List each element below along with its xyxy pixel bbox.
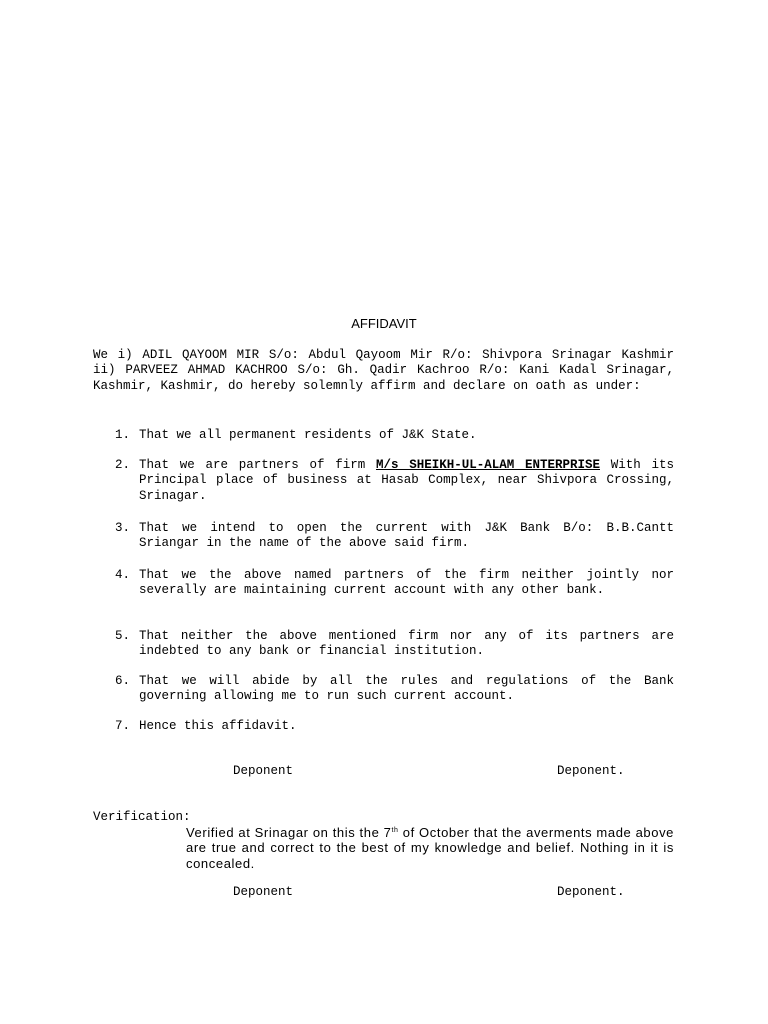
clause-number: 7. — [115, 719, 131, 733]
clause-text: Hence this affidavit. — [139, 719, 297, 733]
clause-item — [93, 719, 674, 734]
clause-text-post: With its Principal place of business at Hasab Complex, near Shivpora Crossing, Srinagar. — [139, 458, 674, 503]
clause-text — [139, 458, 674, 504]
clause-item — [93, 458, 674, 504]
intro-paragraph: We i) ADIL QAYOOM MIR S/o: Abdul Qayoom Mir R/o: Shivpora Srinagar Kashmir ii) PARVEEZ AHMAD KACHROO S/o: Gh. Qadir Kachroo R/o: Kani Kadal Srinagar, Kashmir, Kashmir, do hereby solemnly affirm and declare on oath as under: — [93, 348, 674, 393]
clause-text: That we will abide by all the rules and regulations of the Bank governing allowing me to run such current account. — [139, 674, 674, 704]
clause-text: That we all permanent residents of J&K State. — [139, 428, 477, 442]
deponent-signature-right: Deponent. — [557, 764, 625, 778]
clause-number: 5. — [115, 629, 131, 643]
clause-number: 4. — [115, 568, 131, 582]
clause-text: That we intend to open the current with J&K Bank B/o: B.B.Cantt Sriangar in the name of the above said firm. — [139, 521, 674, 551]
deponent-signature-left: Deponent — [233, 764, 294, 778]
clause-item — [93, 568, 674, 599]
clause-item — [93, 428, 674, 443]
date-ordinal-suffix: th — [391, 827, 399, 834]
verification-text-post: of October that the averments made above are true and correct to the best of my knowledge and belief. Nothing in it is concealed. — [186, 825, 674, 871]
clause-number: 1. — [115, 428, 131, 442]
verification-text — [186, 825, 674, 871]
verification-deponent-right: Deponent. — [557, 885, 625, 899]
verification-text-pre: Verified at Srinagar on this the 7 — [186, 825, 392, 840]
clause-text: That neither the above mentioned firm nor any of its partners are indebted to any bank or financial institution. — [139, 629, 674, 659]
verification-deponent-left: Deponent — [233, 885, 294, 899]
clause-item — [93, 521, 674, 552]
clause-text: That we the above named partners of the firm neither jointly nor severally are maintaining current account with any other bank. — [139, 568, 674, 598]
clause-number: 3. — [115, 521, 131, 535]
verification-label: Verification: — [93, 810, 191, 824]
clause-item — [93, 629, 674, 660]
clause-text-pre: That we are partners of firm — [139, 458, 376, 472]
clause-number: 2. — [115, 458, 131, 472]
clause-number: 6. — [115, 674, 131, 688]
document-title: AFFIDAVIT — [351, 316, 417, 331]
firm-name: M/s SHEIKH-UL-ALAM ENTERPRISE — [375, 458, 600, 472]
clause-item — [93, 674, 674, 705]
